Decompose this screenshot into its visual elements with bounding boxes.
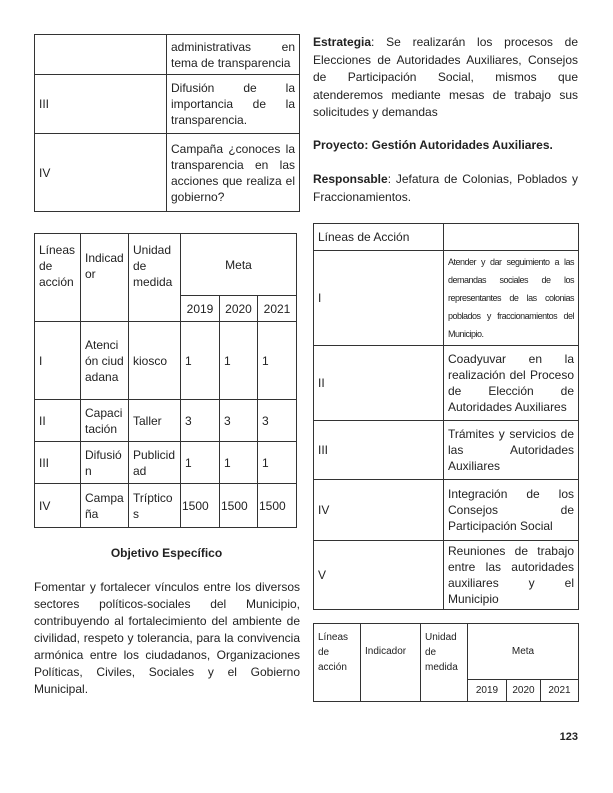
indicador-cell: Atención ciudadana — [81, 322, 129, 400]
table-row — [314, 480, 579, 541]
header-indicador: Indicad or — [81, 234, 129, 322]
table-row — [35, 134, 300, 212]
action-cell: Integración de los Consejos de Participación Social — [444, 480, 579, 541]
header-empty — [444, 224, 579, 251]
table-row — [314, 421, 579, 480]
responsable-text: : Jefatura de Colonias, Poblados y Fraccionamientos. — [313, 172, 578, 204]
header-lineas-accion: Líneas de Acción — [314, 224, 444, 251]
value-2019: 1 — [181, 322, 220, 400]
page-number: 123 — [559, 731, 578, 743]
table-row — [35, 400, 297, 442]
header-2019: 2019 — [468, 680, 507, 702]
value-2020: 1 — [220, 442, 258, 484]
table-row — [314, 541, 579, 610]
header-2021: 2021 — [541, 680, 579, 702]
transparency-actions-table — [34, 34, 300, 212]
estrategia-label: Estrategia — [313, 35, 372, 49]
estrategia-text: : Se realizarán los procesos de Elecciones de Autoridades Auxiliares, Consejos de Participación Social, mismos que atenderemos mediante mesas de trabajo sus solicitudes y demandas — [313, 35, 578, 119]
action-cell: administrativas en tema de transparencia — [167, 35, 300, 75]
line-cell: III — [35, 75, 167, 134]
table-row — [35, 35, 300, 75]
unidad-cell: Publicidad — [129, 442, 181, 484]
line-cell: IV — [35, 134, 167, 212]
header-2020: 2020 — [507, 680, 541, 702]
indicador-cell: Campaña — [81, 484, 129, 528]
value-2021: 1500 — [258, 484, 297, 528]
value-2021: 1 — [258, 442, 297, 484]
value-2021: 3 — [258, 400, 297, 442]
objetivo-text: Fomentar y fortalecer vínculos entre los diversos sectores políticos-sociales del Municipio, contribuyendo al fortalecimiento del ambiente de civilidad, respeto y tolerancia, para la convivencia armónica entre los ciudadanos, Organizaciones Políticas, Civiles, Sociales y el Gobierno Municipal. — [34, 580, 300, 696]
goals-table-left — [34, 233, 297, 528]
unidad-cell: kiosco — [129, 322, 181, 400]
estrategia-paragraph — [313, 34, 578, 122]
value-2020: 3 — [220, 400, 258, 442]
table-row — [314, 346, 579, 421]
value-2019: 1 — [181, 442, 220, 484]
responsable-label: Responsable — [313, 172, 388, 186]
header-meta: Meta — [181, 234, 297, 296]
line-cell: II — [35, 400, 81, 442]
table-header-row — [314, 624, 579, 680]
header-2019: 2019 — [181, 296, 220, 322]
header-unidad: Unidad de medida — [129, 234, 181, 322]
indicador-cell: Difusión — [81, 442, 129, 484]
line-cell: V — [314, 541, 444, 610]
header-2020: 2020 — [220, 296, 258, 322]
header-indicador: Indicador — [361, 624, 421, 702]
table-row — [35, 75, 300, 134]
line-cell: II — [314, 346, 444, 421]
value-2020: 1500 — [220, 484, 258, 528]
action-cell: Trámites y servicios de las Autoridades Auxiliares — [444, 421, 579, 480]
table-header-row — [314, 224, 579, 251]
table-row — [35, 322, 297, 400]
header-lineas: Líneas de acción — [314, 624, 361, 702]
action-cell: Campaña ¿conoces la transparencia en las acciones que realiza el gobierno? — [167, 134, 300, 212]
responsable-paragraph — [313, 171, 578, 206]
value-2019: 3 — [181, 400, 220, 442]
line-cell: I — [35, 322, 81, 400]
header-2021: 2021 — [258, 296, 297, 322]
goals-table-right — [313, 623, 579, 702]
line-cell — [35, 35, 167, 75]
action-cell: Atender y dar seguimiento a las demandas sociales de los representantes de las colonias poblados y fraccionamientos del Municipio. — [444, 251, 579, 346]
table-row — [314, 251, 579, 346]
header-unidad: Unidad de medida — [421, 624, 468, 702]
line-cell: IV — [314, 480, 444, 541]
action-cell: Coadyuvar en la realización del Proceso de Elección de Autoridades Auxiliares — [444, 346, 579, 421]
lineas-accion-table — [313, 223, 579, 610]
action-cell: Difusión de la importancia de la transparencia. — [167, 75, 300, 134]
line-cell: I — [314, 251, 444, 346]
proyecto-title: Proyecto: Gestión Autoridades Auxiliares. — [313, 138, 553, 152]
value-2020: 1 — [220, 322, 258, 400]
line-cell: III — [314, 421, 444, 480]
action-cell: Reuniones de trabajo entre las autoridades auxiliares y el Municipio — [444, 541, 579, 610]
header-lineas: Líneas de acción — [35, 234, 81, 322]
objetivo-title: Objetivo Específico — [110, 546, 223, 560]
line-cell: IV — [35, 484, 81, 528]
line-cell: III — [35, 442, 81, 484]
header-meta: Meta — [468, 624, 579, 680]
value-2021: 1 — [258, 322, 297, 400]
unidad-cell: Tríptico s — [129, 484, 181, 528]
table-header-row — [35, 234, 297, 296]
table-row — [35, 442, 297, 484]
value-2019: 1500 — [181, 484, 220, 528]
unidad-cell: Taller — [129, 400, 181, 442]
table-row — [35, 484, 297, 528]
indicador-cell: Capacitación — [81, 400, 129, 442]
